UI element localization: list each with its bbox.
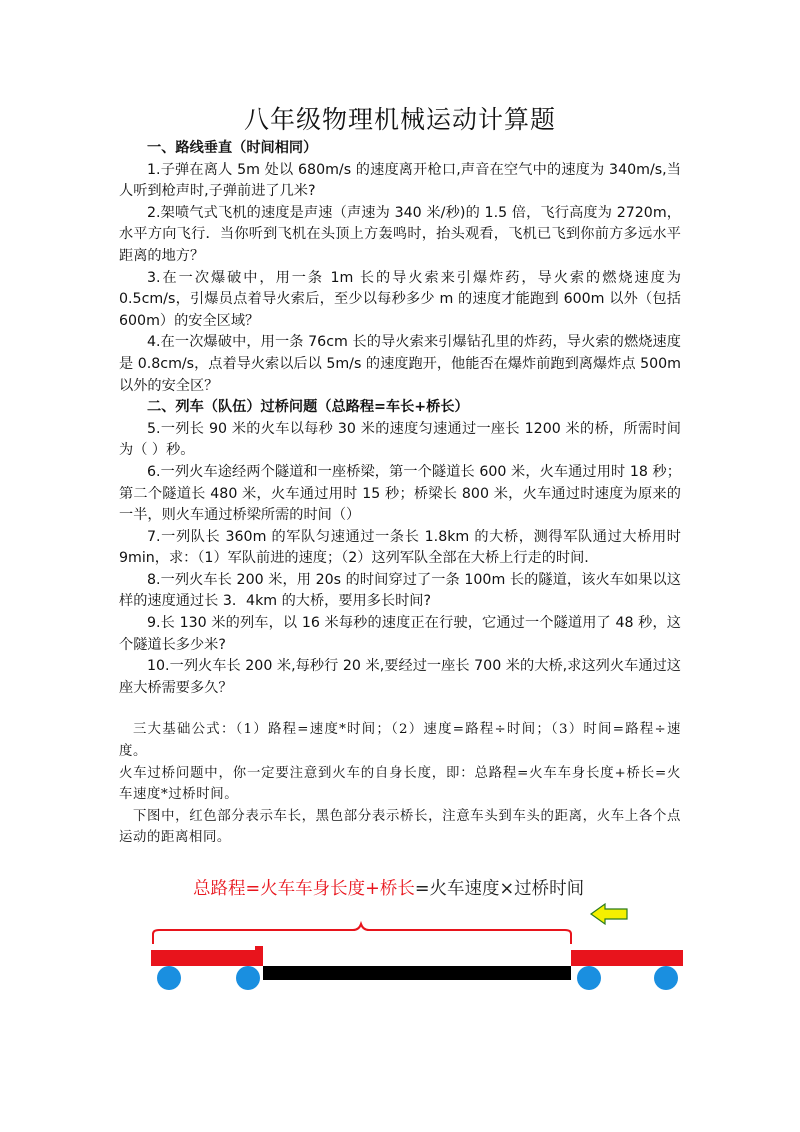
section-heading-2: 二、列车（队伍）过桥问题（总路程=车长+桥长） [147, 399, 469, 416]
train-rear-nose [255, 946, 263, 966]
note-formulas: 三大基础公式：（1）路程=速度*时间；（2）速度=路程÷时间；（3）时间=路程÷速度。 [119, 722, 681, 760]
wheel-icon [236, 966, 260, 990]
total-distance-bracket [153, 924, 571, 944]
train-bridge-diagram [119, 862, 712, 1012]
wheel-icon [654, 966, 678, 990]
question-8: 8.一列火车长 200 米，用 20s 的时间穿过了一条 100m 长的隧道，该火车如果以这样的速度通过长 3．4km 的大桥，要用多长时间? [119, 571, 681, 610]
page-title: 八年级物理机械运动计算题 [243, 105, 556, 134]
question-1: 1.子弹在离人 5m 处以 680m/s 的速度离开枪口,声音在空气中的速度为 340m/s,当人听到枪声时,子弹前进了几米? [119, 161, 681, 200]
train-rear [151, 950, 263, 966]
direction-arrow-icon [591, 904, 627, 924]
question-6: 6.一列火车途经两个隧道和一座桥梁，第一个隧道长 600 米，火车通过用时 18 秒；第二个隧道长 480 米，火车通过用时 15 秒；桥梁长 800 米，火车通过时速度为原来的一半，则火车通过桥梁所需的时间（） [119, 463, 681, 524]
wheel-icon [577, 966, 601, 990]
question-4: 4.在一次爆破中，用一条 76cm 长的导火索来引爆钻孔里的炸药，导火索的燃烧速度是 0.8cm/s，点着导火索以后以 5m/s 的速度跑开，他能否在爆炸前跑到离爆炸点 500m 以外的安全区？ [119, 334, 681, 394]
question-10: 10.一列火车长 200 米,每秒行 20 米,要经过一座长 700 米的大桥,求这列火车通过这座大桥需要多久？ [119, 658, 681, 696]
diagram-formula-black: =火车速度×过桥时间 [414, 879, 585, 899]
question-5: 5.一列长 90 米的火车以每秒 30 米的速度匀速通过一座长 1200 米的桥，所需时间为（ ）秒。 [119, 420, 681, 459]
note-diagram-explanation: 下图中，红色部分表示车长，黑色部分表示桥长，注意车头到车头的距离，火车上各个点运动的距离相同。 [119, 808, 681, 846]
document-body [119, 138, 681, 849]
section-heading-1: 一、路线垂直（时间相同） [147, 140, 318, 156]
diagram-formula [193, 879, 584, 899]
note-bridge-problem: 火车过桥问题中，你一定要注意到火车的自身长度，即：总路程=火车车身长度+桥长=火车速度*过桥时间。 [119, 765, 681, 803]
bridge-bar [263, 966, 571, 980]
notes-block [119, 719, 681, 849]
question-7: 7.一列队长 360m 的军队匀速通过一条长 1.8km 的大桥，测得军队通过大桥用时 9min，求：（1）军队前进的速度；（2）这列军队全部在大桥上行走的时间. [119, 528, 681, 567]
question-9: 9.长 130 米的列车，以 16 米每秒的速度正在行驶，它通过一个隧道用了 48 秒，这个隧道长多少米? [119, 615, 681, 653]
question-3: 3.在一次爆破中，用一条 1m 长的导火索来引爆炸药，导火索的燃烧速度为 0.5cm/s，引爆员点着导火索后，至少以每秒多少 m 的速度才能跑到 600m 以外（包括 600m）的安全区域？ [119, 269, 681, 329]
question-2: 2.架喷气式飞机的速度是声速（声速为 340 米/秒)的 1.5 倍，飞行高度为 2720m，水平方向飞行．当你听到飞机在头顶上方轰鸣时，抬头观看，飞机已飞到你前方多远水平距离的地方？ [119, 204, 681, 264]
train-front [571, 950, 683, 966]
wheel-icon [157, 966, 181, 990]
diagram-formula-red: 总路程=火车车身长度+桥长 [193, 879, 415, 899]
